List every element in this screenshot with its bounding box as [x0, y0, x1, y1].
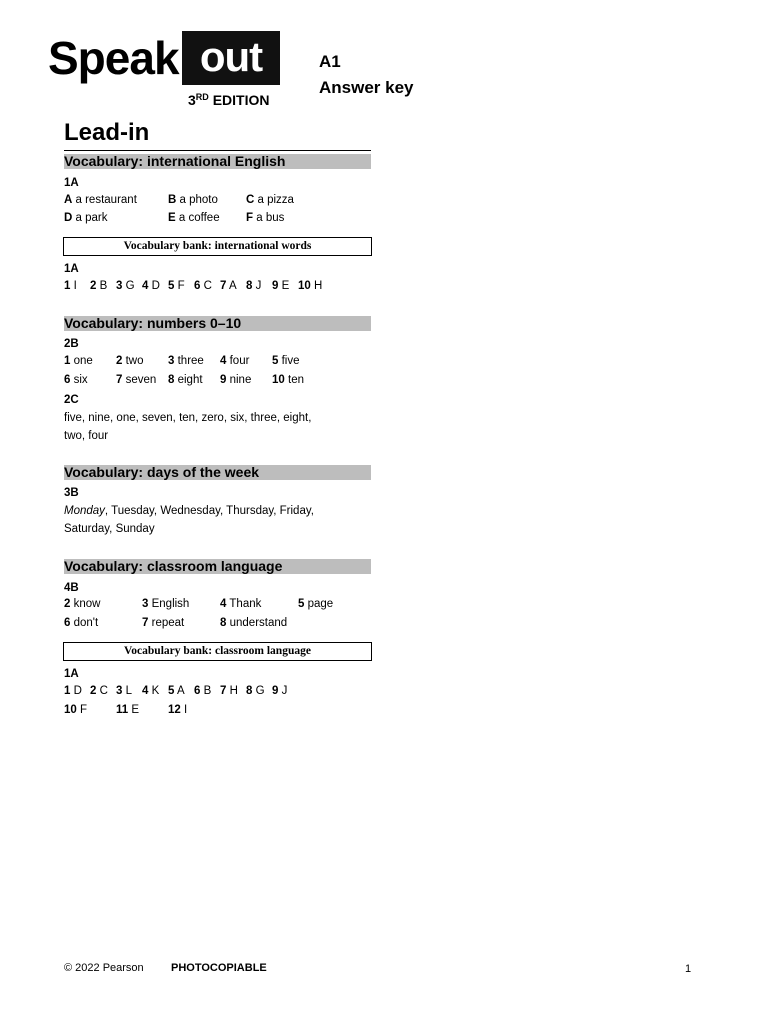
answer-item: 5 five — [272, 355, 300, 367]
answer-item: 7 A — [220, 280, 237, 292]
answer-item: 2 C — [90, 685, 108, 697]
logo-speak: Speak — [48, 32, 179, 84]
answer-item: 5 F — [168, 280, 185, 292]
answer-item: 6 C — [194, 280, 212, 292]
section-heading: Vocabulary: numbers 0–10 — [64, 316, 371, 331]
answer-item: 1 one — [64, 355, 93, 367]
answer-item: 1 I — [64, 280, 77, 292]
answer-item: 8 G — [246, 685, 265, 697]
answer-item: 1 D — [64, 685, 82, 697]
exercise-label: 4B — [64, 582, 79, 594]
answer-item: 8 eight — [168, 374, 203, 386]
answer-item: 9 J — [272, 685, 288, 697]
section-heading: Vocabulary: days of the week — [64, 465, 371, 480]
answer-item: 4 Thank — [220, 598, 262, 610]
exercise-label: 1A — [64, 263, 79, 275]
exercise-label: 3B — [64, 487, 79, 499]
answer-item: 8 J — [246, 280, 262, 292]
answer-item: 5 A — [168, 685, 185, 697]
answer-item: 3 G — [116, 280, 135, 292]
level-label: A1 — [319, 52, 341, 71]
logo-edition: 3RD EDITION — [188, 92, 270, 108]
exercise-label: 2B — [64, 338, 79, 350]
section-heading: Vocabulary: classroom language — [64, 559, 371, 574]
section-heading: Vocabulary: international English — [64, 154, 371, 169]
answer-item: 4 four — [220, 355, 250, 367]
logo-out: out — [182, 31, 280, 85]
footer-photocopiable: PHOTOCOPIABLE — [171, 962, 267, 974]
answer-text: Saturday, Sunday — [64, 523, 155, 535]
footer-copyright: © 2022 Pearson — [64, 962, 144, 974]
unit-title: Lead-in — [64, 119, 150, 146]
answer-item: 9 E — [272, 280, 290, 292]
answer-item: 6 don't — [64, 617, 99, 629]
answer-text: two, four — [64, 430, 109, 442]
vocab-bank-heading: Vocabulary bank: international words — [63, 237, 372, 256]
answer-item: B a photo — [168, 194, 218, 206]
answer-item: 9 nine — [220, 374, 252, 386]
answer-item: D a park — [64, 212, 108, 224]
answer-item: 3 L — [116, 685, 133, 697]
answer-item: 7 H — [220, 685, 238, 697]
answer-item: 2 B — [90, 280, 108, 292]
answer-item: E a coffee — [168, 212, 220, 224]
title-rule — [64, 150, 371, 151]
answer-item: 10 H — [298, 280, 323, 292]
answer-item: 3 English — [142, 598, 190, 610]
answer-item: A a restaurant — [64, 194, 137, 206]
answer-item: 6 B — [194, 685, 212, 697]
answer-item: 10 ten — [272, 374, 304, 386]
answer-key-title: Answer key — [319, 78, 414, 97]
answer-item: C a pizza — [246, 194, 294, 206]
answer-item: 10 F — [64, 704, 88, 716]
answer-item: 8 understand — [220, 617, 288, 629]
answer-item: 11 E — [116, 704, 140, 716]
page-number: 1 — [685, 963, 692, 975]
answer-item: 2 two — [116, 355, 144, 367]
answer-item: 7 seven — [116, 374, 157, 386]
answer-item: 4 K — [142, 685, 160, 697]
exercise-label: 1A — [64, 668, 79, 680]
vocab-bank-heading: Vocabulary bank: classroom language — [63, 642, 372, 661]
answer-item: F a bus — [246, 212, 285, 224]
answer-item: 4 D — [142, 280, 160, 292]
exercise-label: 1A — [64, 177, 79, 189]
answer-text: five, nine, one, seven, ten, zero, six, three, eight, — [64, 412, 312, 424]
answer-item: 12 I — [168, 704, 188, 716]
exercise-label: 2C — [64, 394, 79, 406]
answer-item: 6 six — [64, 374, 88, 386]
answer-item: 7 repeat — [142, 617, 185, 629]
answer-item: 2 know — [64, 598, 101, 610]
answer-text: Monday, Tuesday, Wednesday, Thursday, Friday, — [64, 505, 314, 517]
answer-item: 3 three — [168, 355, 204, 367]
answer-item: 5 page — [298, 598, 334, 610]
